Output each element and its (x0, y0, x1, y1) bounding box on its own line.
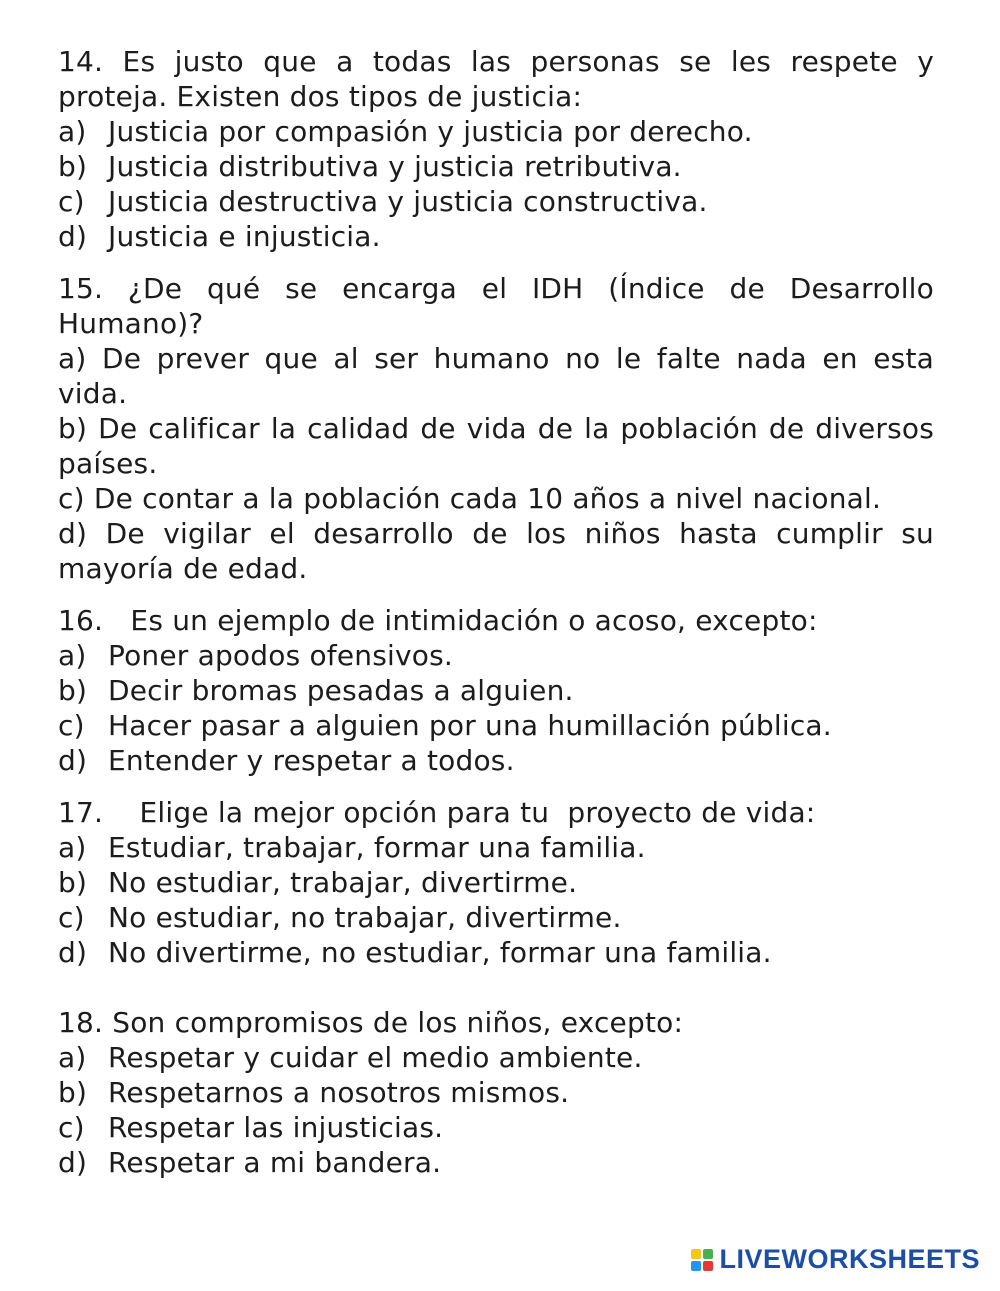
option-letter: a) (58, 639, 87, 672)
option-a (58, 830, 934, 865)
question-text: 14. Es justo que a todas las personas se les respete y proteja. Existen dos tipos de justicia: (58, 45, 934, 113)
option-b (58, 673, 934, 708)
option-b (58, 411, 934, 481)
option-c (58, 900, 934, 935)
option-letter: b) (58, 412, 88, 445)
liveworksheets-brand (691, 1244, 980, 1275)
logo-square-green (703, 1249, 713, 1259)
option-text: De contar a la población cada 10 años a nivel nacional. (93, 482, 882, 515)
logo-square-red (703, 1261, 713, 1271)
option-text: Poner apodos ofensivos. (108, 639, 453, 672)
option-text: Justicia destructiva y justicia constructiva. (108, 185, 708, 218)
option-text: Estudiar, trabajar, formar una familia. (108, 831, 646, 864)
option-letter: d) (58, 936, 88, 969)
option-letter: c) (58, 482, 85, 515)
option-c (58, 481, 934, 516)
option-text: No estudiar, trabajar, divertirme. (108, 866, 578, 899)
option-c (58, 708, 934, 743)
option-text: Respetar y cuidar el medio ambiente. (108, 1041, 643, 1074)
option-text: Justicia distributiva y justicia retributiva. (108, 150, 682, 183)
option-a (58, 1040, 934, 1075)
option-b (58, 149, 934, 184)
option-text: No estudiar, no trabajar, divertirme. (108, 901, 622, 934)
option-c (58, 1110, 934, 1145)
option-text: De vigilar el desarrollo de los niños hasta cumplir su mayoría de edad. (58, 517, 934, 585)
option-text: De prever que al ser humano no le falte nada en esta vida. (58, 342, 934, 410)
option-letter: d) (58, 1146, 88, 1179)
option-text: Entender y respetar a todos. (108, 744, 515, 777)
option-letter: b) (58, 150, 88, 183)
option-letter: b) (58, 674, 88, 707)
option-letter: b) (58, 1076, 88, 1109)
option-b (58, 865, 934, 900)
question-18 (58, 1005, 934, 1180)
option-d (58, 743, 934, 778)
option-text: No divertirme, no estudiar, formar una familia. (108, 936, 772, 969)
question-text: 17. Elige la mejor opción para tu proyecto de vida: (58, 796, 816, 829)
option-d (58, 219, 934, 254)
option-letter: d) (58, 517, 88, 550)
question-text: 15. ¿De qué se encarga el IDH (Índice de Desarrollo Humano)? (58, 272, 934, 340)
option-text: Respetar a mi bandera. (108, 1146, 442, 1179)
option-letter: c) (58, 185, 85, 218)
worksheet-page (58, 44, 934, 1180)
option-letter: d) (58, 220, 88, 253)
option-c (58, 184, 934, 219)
option-d (58, 516, 934, 586)
question-text: 18. Son compromisos de los niños, excepto: (58, 1006, 684, 1039)
question-15 (58, 271, 934, 586)
option-letter: a) (58, 831, 87, 864)
option-d (58, 1145, 934, 1180)
logo-square-blue (691, 1261, 701, 1271)
option-letter: a) (58, 1041, 87, 1074)
option-text: Decir bromas pesadas a alguien. (108, 674, 574, 707)
option-text: Respetar las injusticias. (108, 1111, 444, 1144)
option-text: De calificar la calidad de vida de la población de diversos países. (58, 412, 934, 480)
option-letter: d) (58, 744, 88, 777)
question-17 (58, 795, 934, 970)
liveworksheets-logo-icon (691, 1249, 713, 1271)
option-letter: a) (58, 115, 87, 148)
option-text: Justicia e injusticia. (108, 220, 381, 253)
option-a (58, 341, 934, 411)
option-d (58, 935, 934, 970)
question-16 (58, 603, 934, 778)
question-text: 16. Es un ejemplo de intimidación o acoso, excepto: (58, 604, 818, 637)
option-letter: b) (58, 866, 88, 899)
option-text: Hacer pasar a alguien por una humillación pública. (108, 709, 832, 742)
option-b (58, 1075, 934, 1110)
option-text: Respetarnos a nosotros mismos. (108, 1076, 570, 1109)
option-a (58, 638, 934, 673)
option-letter: c) (58, 1111, 85, 1144)
logo-square-yellow (691, 1249, 701, 1259)
option-letter: c) (58, 901, 85, 934)
option-a (58, 114, 934, 149)
question-14 (58, 44, 934, 254)
option-letter: c) (58, 709, 85, 742)
option-text: Justicia por compasión y justicia por derecho. (108, 115, 753, 148)
brand-name: LIVEWORKSHEETS (719, 1244, 980, 1274)
option-letter: a) (58, 342, 87, 375)
